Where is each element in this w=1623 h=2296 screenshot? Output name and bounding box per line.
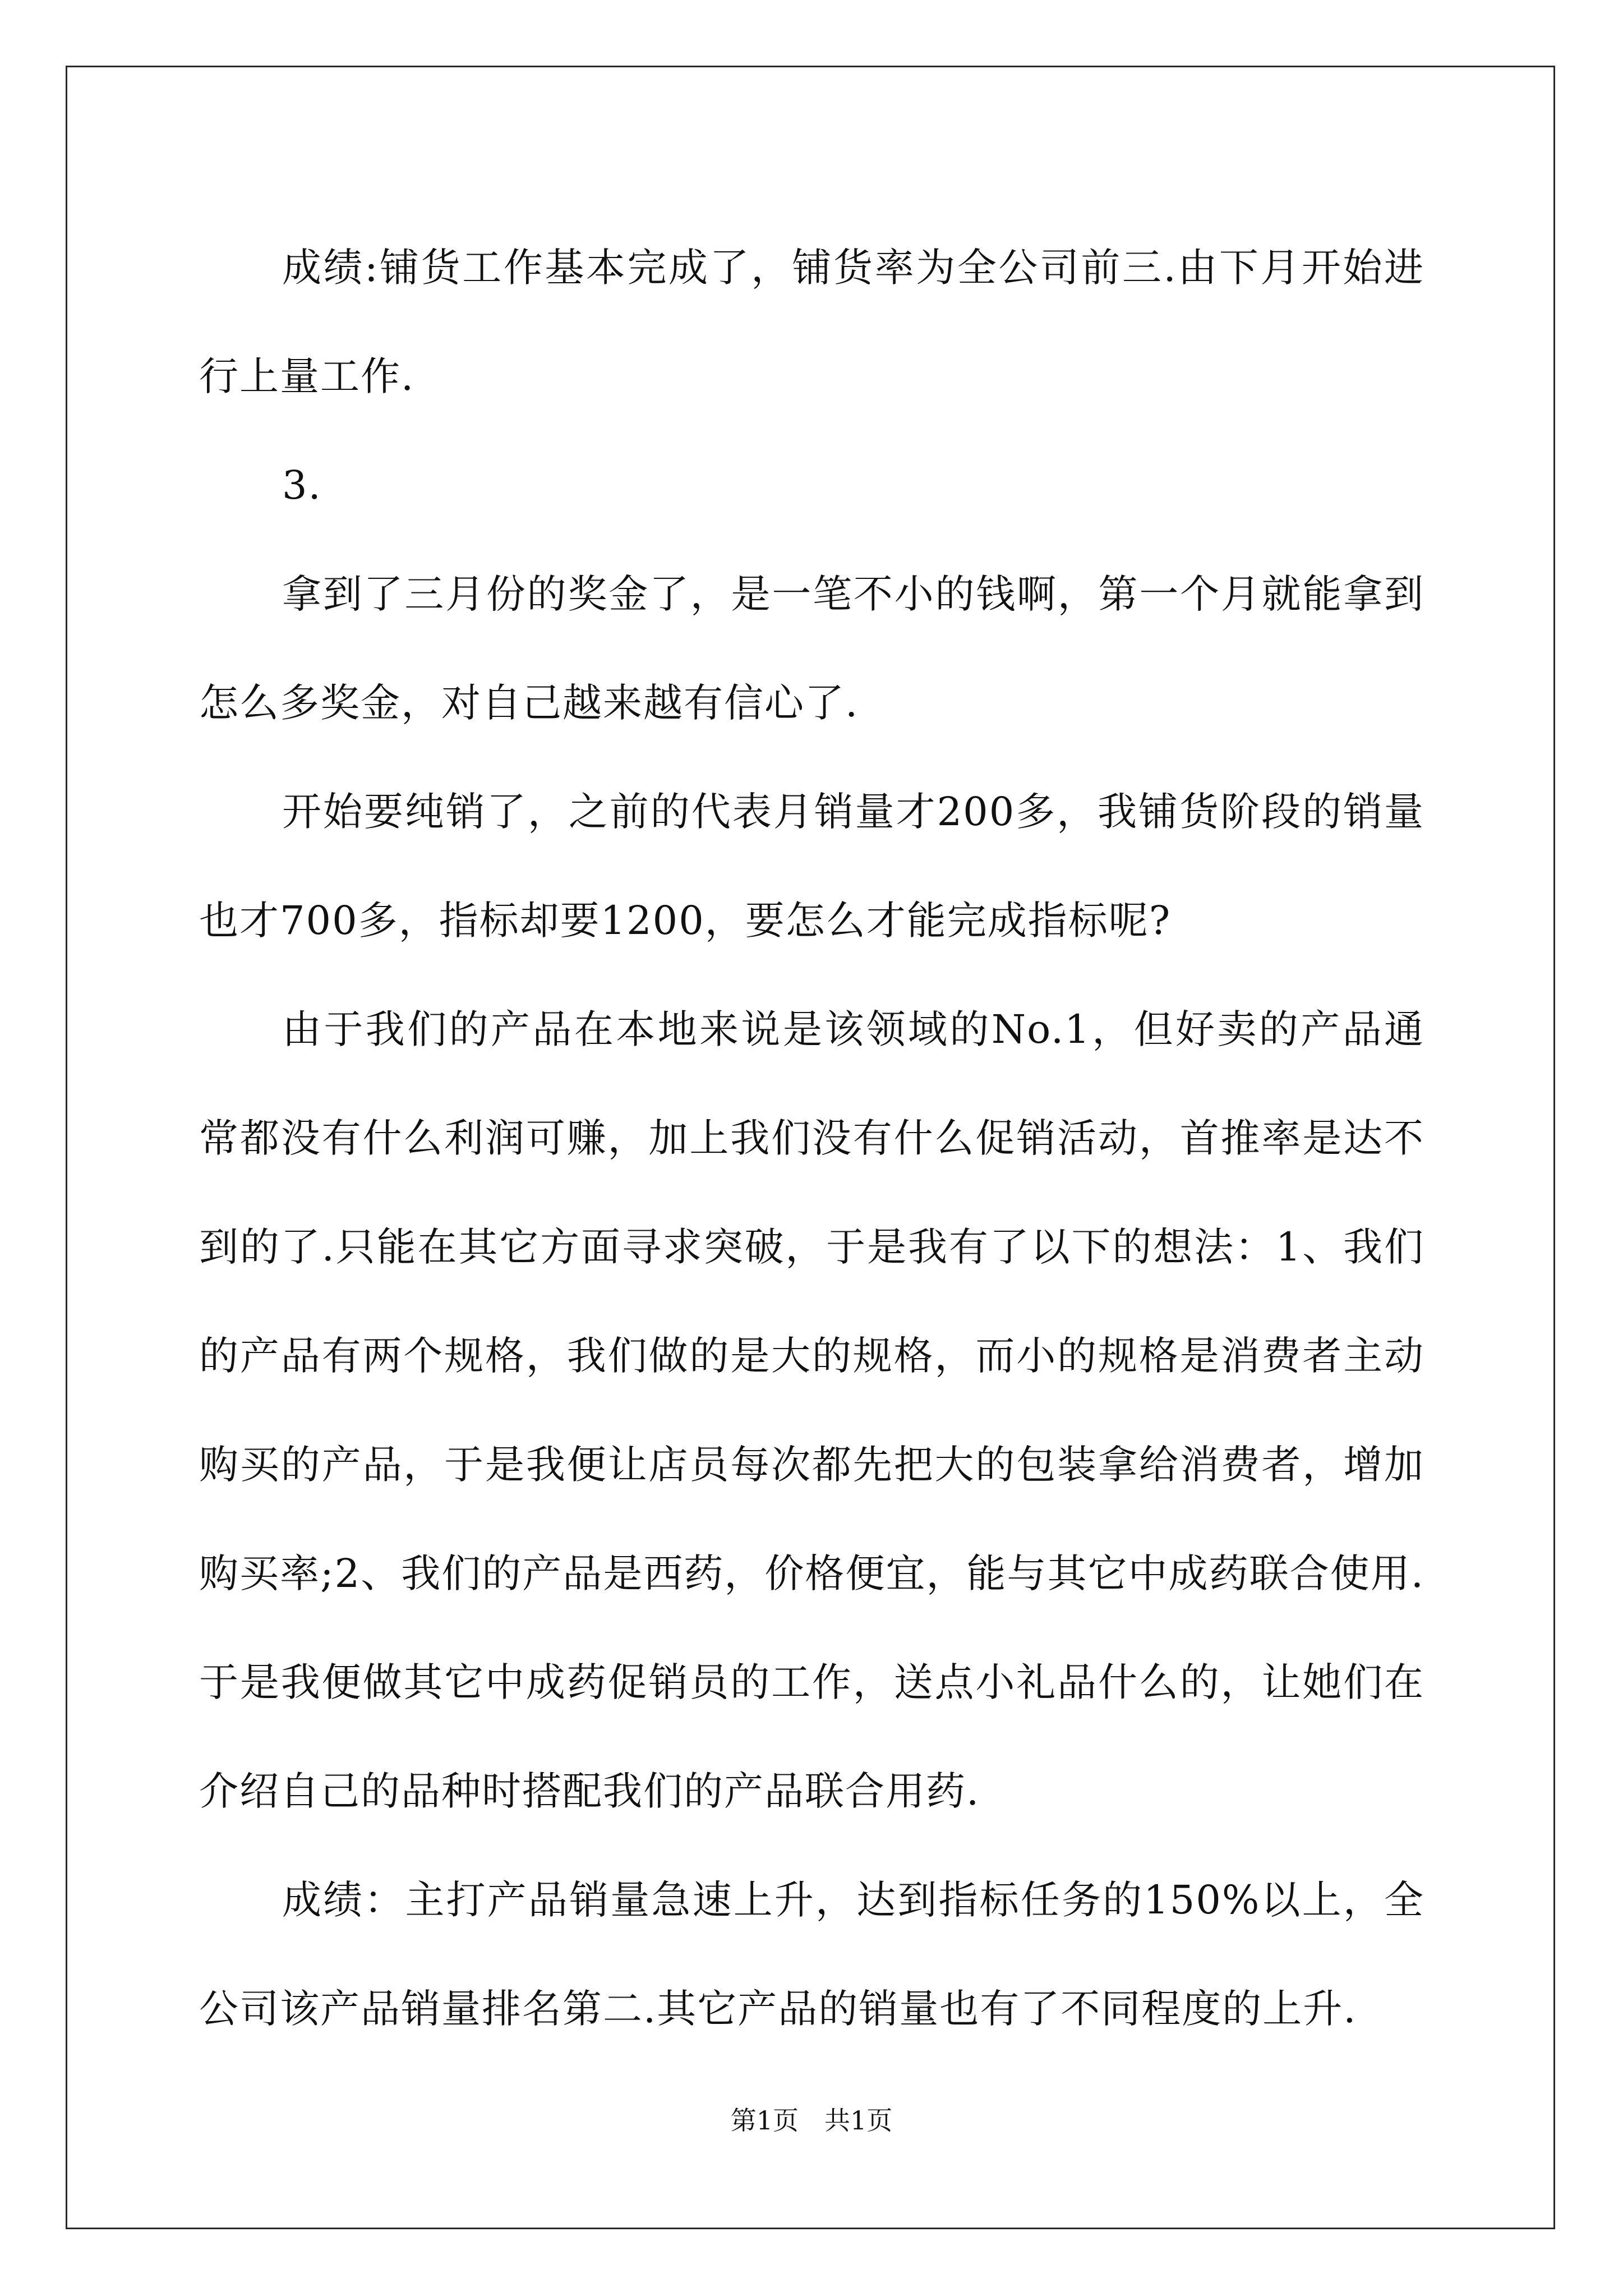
paragraph-results-distribution: 成绩:铺货工作基本完成了，铺货率为全公司前三.由下月开始进行上量工作.: [199, 245, 1424, 399]
paragraph-results-sales: 成绩：主打产品销量急速上升，达到指标任务的150%以上，全公司该产品销量排名第二.其它产品的销量也有了不同程度的上升.: [199, 1877, 1424, 2032]
paragraph-strategy: 由于我们的产品在本地来说是该领域的No.1，但好卖的产品通常都没有什么利润可赚，加上我们没有什么促销活动，首推率是达不到的了.只能在其它方面寻求突破，于是我有了以下的想法：1、我们的产品有两个规格，我们做的是大的规格，而小的规格是消费者主动购买的产品，于是我便让店员每次都先把大的包装拿给消费者，增加购买率;2、我们的产品是西药，价格便宜，能与其它中成药联合使用.于是我便做其它中成药促销员的工作，送点小礼品什么的，让她们在介绍自己的品种时搭配我们的产品联合用药.: [199, 1006, 1424, 1814]
document-body: [199, 213, 1424, 2063]
paragraph-pure-sales: 开始要纯销了，之前的代表月销量才200多，我铺货阶段的销量也才700多，指标却要1200，要怎么才能完成指标呢?: [199, 789, 1424, 944]
page-footer: 第1页 共1页: [730, 2105, 893, 2136]
paragraph-section-number: 3.: [282, 462, 322, 508]
paragraph-bonus: 拿到了三月份的奖金了，是一笔不小的钱啊，第一个月就能拿到怎么多奖金，对自己越来越有信心了.: [199, 571, 1424, 726]
